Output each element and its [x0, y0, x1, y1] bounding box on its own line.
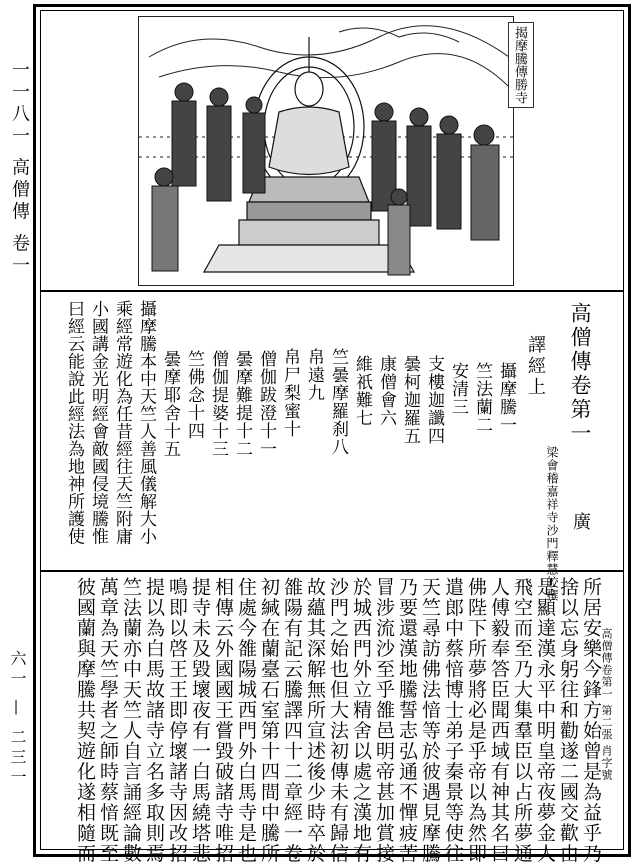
- text-column: 提以為白馬故諸寺立名多取則焉: [143, 577, 165, 864]
- illustration-caption: 揭摩騰傳勝寺: [508, 22, 534, 108]
- text-column: 是顯達漢永平中明皇帝夜夢金人: [534, 577, 556, 864]
- block-header: 高僧傳卷第一 第二張 肖字號: [600, 628, 613, 781]
- text-column: 住處今雒陽城西門外白馬寺是也: [235, 577, 257, 864]
- text-column: 雒陽有記云騰譯四十二章經一卷: [281, 577, 303, 864]
- divider-bottom: [40, 570, 624, 572]
- toc-entry: 僧伽提婆十三: [208, 350, 228, 458]
- woodcut-illustration: [138, 16, 514, 286]
- toc-entry: 攝摩騰一: [496, 362, 516, 434]
- sequence-mark: 廣: [570, 512, 591, 530]
- text-column: 所居安樂今鋒方始曾是為益乎乃: [580, 577, 602, 864]
- toc-entry: 竺曇摩羅刹八: [328, 348, 348, 456]
- section-heading: 譯經上: [525, 335, 546, 398]
- text-column: 人傅毅奉答臣聞西域有神其名曰: [488, 577, 510, 864]
- toc-entry: 帛尸梨蜜十: [280, 348, 300, 438]
- text-column: 遣郎中蔡愔博士弟子秦景等使往: [442, 577, 464, 864]
- text-column: 初緘在蘭臺石室第十四間中騰所: [258, 577, 280, 864]
- toc-entry: 僧伽跋澄十一: [256, 350, 276, 458]
- text-column: 小國講金光明經會敵國侵境騰惟: [88, 300, 108, 545]
- text-column: 提寺未及毀壞夜有一白馬繞塔悲: [189, 577, 211, 864]
- text-column: 冒涉流沙至乎雒邑明帝甚加賞接: [373, 577, 395, 864]
- margin-page-number: 六一 — 二三一: [8, 650, 27, 789]
- toc-entry: 維祇難七: [352, 355, 372, 427]
- text-column: 萬章為天竺學者之師時蔡愔既至: [97, 577, 119, 864]
- text-column: 於城西門外立精舍以處之漢地有: [350, 577, 372, 864]
- text-column: 彼國蘭與摩騰共契遊化遂相隨而: [74, 577, 96, 864]
- text-column: 天竺尋訪佛法愔等於彼遇見摩騰: [419, 577, 441, 864]
- toc-entry: 竺佛念十四: [184, 350, 204, 440]
- toc-entry: 支樓迦讖四: [424, 355, 444, 445]
- text-column: 乘經常遊化為任昔經往天竺附庸: [112, 300, 132, 545]
- text-column: 曰經云能說此經法為地神所護使: [64, 300, 84, 545]
- text-column: 攝摩騰本中天竺人善風儀解大小: [136, 300, 156, 545]
- text-column: 竺法蘭亦中天竺人自言誦經論數: [120, 577, 142, 864]
- buddha-assembly-woodcut-icon: [139, 17, 514, 286]
- toc-entry: 康僧會六: [376, 355, 396, 427]
- fascicle-title: 高僧傳卷第一: [568, 302, 592, 446]
- text-column: 相傳云外國國王嘗毀破諸寺唯招: [212, 577, 234, 864]
- toc-entry: 安清三: [448, 362, 468, 416]
- toc-entry: 帛遠九: [304, 348, 324, 402]
- text-column: 鳴即以啓王王即停壞諸寺因改招: [166, 577, 188, 864]
- text-column: 故蘊其深解無所宣述後少時卒於: [304, 577, 326, 864]
- toc-entry: 曇柯迦羅五: [400, 355, 420, 445]
- toc-entry: 曇摩耶舍十五: [160, 350, 180, 458]
- margin-left-label: 一一八一 高僧傳 卷一: [9, 60, 30, 278]
- text-column: 佛陛下所夢將必是乎帝以為然即: [465, 577, 487, 864]
- text-column: 捨以忘身躬往和勸遂二國交歡由: [557, 577, 579, 864]
- text-column: 乃要還漢地騰誓志弘通不憚疲苦: [396, 577, 418, 864]
- text-column: 沙門之始也但大法初傳未有歸信: [327, 577, 349, 864]
- toc-entry: 竺法蘭二: [472, 362, 492, 434]
- divider-top: [40, 290, 624, 292]
- author-line: 梁會稽嘉祥寺沙門釋慧皎撰: [545, 446, 559, 602]
- toc-entry: 曇摩難提十二: [232, 350, 252, 458]
- text-column: 飛空而至乃大集羣臣以占所夢通: [511, 577, 533, 864]
